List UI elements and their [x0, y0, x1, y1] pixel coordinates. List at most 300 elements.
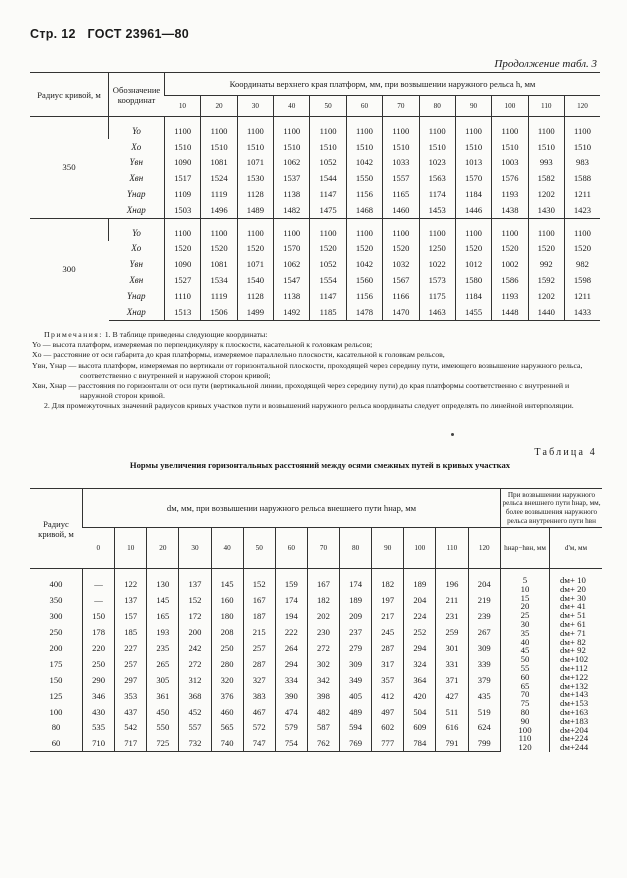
- t4-value-cell: 189: [404, 569, 436, 593]
- t3-value-cell: 1520: [564, 241, 600, 257]
- t3-value-cell: 1211: [564, 186, 600, 202]
- t3-value-cell: 1510: [201, 139, 237, 155]
- t4-value-cell: 799: [468, 735, 501, 752]
- t3-coordinate-label: Yo: [109, 117, 165, 139]
- t4-d-value: dм+122: [560, 671, 589, 682]
- t3-value-cell: 1174: [419, 186, 455, 202]
- t3-value-cell: 1598: [564, 272, 600, 288]
- t4-radius-cell: 300: [49, 611, 63, 622]
- t4-d-value: dм+244: [560, 742, 589, 753]
- t4-elevation-header: 100: [404, 528, 436, 569]
- t3-value-cell: 1156: [346, 288, 382, 304]
- t4-header-d: d'м, мм: [550, 528, 603, 569]
- t3-value-cell: 1100: [528, 218, 564, 240]
- t4-value-cell: 222: [275, 624, 307, 640]
- t3-value-cell: 1582: [528, 170, 564, 186]
- t4-d-value: dм+183: [560, 715, 589, 726]
- t4-value-cell: 302: [307, 656, 339, 672]
- t4-value-cell: 237: [340, 624, 372, 640]
- print-speck: [451, 433, 454, 436]
- t3-value-cell: 1520: [310, 241, 346, 257]
- t4-d-value: dм+ 92: [560, 645, 586, 656]
- t4-value-cell: 290: [83, 672, 115, 688]
- t3-elevation-header: 40: [274, 96, 310, 117]
- t4-value-cell: 579: [275, 720, 307, 736]
- t4-value-cell: 754: [275, 735, 307, 752]
- t3-value-cell: 1100: [492, 117, 528, 139]
- t4-elevation-header: 80: [340, 528, 372, 569]
- t4-value-cell: 182: [307, 592, 339, 608]
- t3-value-cell: 1527: [165, 272, 201, 288]
- t4-value-cell: 550: [147, 720, 179, 736]
- t4-value-cell: 165: [147, 608, 179, 624]
- t3-coordinate-label: Xo: [131, 141, 142, 152]
- t3-value-cell: 1557: [383, 170, 419, 186]
- t3-value-cell: 1100: [564, 117, 600, 139]
- t3-value-cell: 1119: [201, 186, 237, 202]
- t3-elevation-header: 30: [237, 96, 273, 117]
- t3-value-cell: 1128: [237, 288, 273, 304]
- t4-value-cell: 732: [179, 735, 211, 752]
- t4-value-cell: 379: [468, 672, 501, 688]
- t3-value-cell: 1100: [419, 117, 455, 139]
- t4-value-cell: 224: [404, 608, 436, 624]
- t4-value-cell: 167: [243, 592, 275, 608]
- t4-value-cell: 535: [83, 720, 115, 736]
- t4-d-value: dм+ 20: [560, 583, 586, 594]
- t3-value-cell: 1517: [165, 170, 201, 186]
- t4-radius-cell: 175: [49, 658, 63, 669]
- t3-value-cell: 1499: [237, 304, 273, 320]
- t4-header-group: dм, мм, при возвышении наружного рельса внешнего пути hнар, мм: [83, 489, 501, 528]
- t3-value-cell: 1147: [310, 288, 346, 304]
- t4-value-cell: 346: [83, 688, 115, 704]
- t4-value-cell: 280: [211, 656, 243, 672]
- t4-value-cell: 157: [115, 608, 147, 624]
- t4-value-cell: 178: [83, 624, 115, 640]
- t3-value-cell: 1567: [383, 272, 419, 288]
- t4-diff-value: 120: [518, 742, 532, 753]
- t3-value-cell: 1090: [165, 155, 201, 171]
- t4-value-cell: 474: [275, 704, 307, 720]
- t3-value-cell: 1175: [419, 288, 455, 304]
- t4-value-cell: —: [83, 592, 115, 608]
- t4-radius-cell: 400: [49, 579, 63, 590]
- t4-value-cell: 762: [307, 735, 339, 752]
- t4-value-cell: 202: [307, 608, 339, 624]
- t3-value-cell: 1100: [237, 218, 273, 240]
- t3-value-cell: 1100: [237, 117, 273, 139]
- t4-value-cell: 180: [211, 608, 243, 624]
- t4-value-cell: 376: [211, 688, 243, 704]
- t3-value-cell: 1510: [346, 139, 382, 155]
- t4-value-cell: 145: [147, 592, 179, 608]
- t4-value-cell: 791: [436, 735, 468, 752]
- t3-coordinate-label: Xнар: [126, 204, 146, 215]
- t4-value-cell: 150: [83, 608, 115, 624]
- t4-value-cell: 609: [404, 720, 436, 736]
- t3-value-cell: 1062: [274, 256, 310, 272]
- t4-d-value: dм+ 30: [560, 592, 586, 603]
- t3-value-cell: 1438: [492, 202, 528, 218]
- t4-value-cell: 342: [307, 672, 339, 688]
- t4-value-cell: 420: [404, 688, 436, 704]
- t4-d-value: dм+ 41: [560, 601, 586, 612]
- t3-value-cell: 1446: [455, 202, 491, 218]
- t3-coordinate-label: Yвн: [129, 259, 143, 270]
- t3-value-cell: 1184: [455, 186, 491, 202]
- t3-coordinate-label: Yвн: [129, 157, 143, 168]
- t3-value-cell: 1496: [201, 202, 237, 218]
- t4-value-cell: 182: [372, 569, 404, 593]
- t4-d-value: dм+153: [560, 698, 589, 709]
- t3-value-cell: 1463: [419, 304, 455, 320]
- t3-value-cell: 1100: [165, 218, 201, 240]
- t4-value-cell: 230: [307, 624, 339, 640]
- t3-value-cell: 1138: [274, 288, 310, 304]
- t4-diff-value: 80: [520, 706, 530, 717]
- t3-value-cell: 1588: [564, 170, 600, 186]
- notes: [30, 330, 602, 412]
- t4-diff-value: 75: [520, 698, 530, 709]
- t4-value-cell: 572: [243, 720, 275, 736]
- t4-value-cell: 209: [340, 608, 372, 624]
- t3-value-cell: 1544: [310, 170, 346, 186]
- t4-value-cell: 405: [340, 688, 372, 704]
- note-yo: Yo — высота платформ, измеряемая по перпендикуляру к плоскости, касательной к головкам рельсов;: [32, 340, 373, 350]
- t3-value-cell: 1478: [346, 304, 382, 320]
- t4-value-cell: 450: [147, 704, 179, 720]
- t4-value-cell: 371: [436, 672, 468, 688]
- t4-value-cell: 294: [404, 640, 436, 656]
- t3-value-cell: 1520: [383, 241, 419, 257]
- t4-value-cell: 383: [243, 688, 275, 704]
- t3-value-cell: 1560: [346, 272, 382, 288]
- t4-radius-cell: 150: [49, 674, 63, 685]
- t3-value-cell: 1448: [492, 304, 528, 320]
- t4-value-cell: 257: [243, 640, 275, 656]
- t3-value-cell: 1211: [564, 288, 600, 304]
- t3-value-cell: 1013: [455, 155, 491, 171]
- t4-radius-cell: 60: [30, 735, 83, 752]
- t3-value-cell: 1185: [310, 304, 346, 320]
- t4-value-cell: 542: [115, 720, 147, 736]
- t4-value-cell: 287: [372, 640, 404, 656]
- t3-value-cell: 1100: [201, 218, 237, 240]
- t3-value-cell: 1455: [455, 304, 491, 320]
- t4-value-cell: 717: [115, 735, 147, 752]
- t3-header-radius: Радиус кривой, м: [30, 73, 109, 117]
- t4-value-cell: 160: [211, 592, 243, 608]
- t4-value-cell: 197: [372, 592, 404, 608]
- t4-diff-value: 40: [520, 636, 530, 647]
- t3-value-cell: 1002: [492, 256, 528, 272]
- t4-value-cell: 250: [211, 640, 243, 656]
- t3-value-cell: 1492: [274, 304, 310, 320]
- t4-value-cell: 368: [179, 688, 211, 704]
- t4-value-cell: 320: [211, 672, 243, 688]
- t3-value-cell: 1062: [274, 155, 310, 171]
- t3-value-cell: 1023: [419, 155, 455, 171]
- t3-elevation-header: 100: [492, 96, 528, 117]
- t4-diff-value: 100: [518, 724, 532, 735]
- t4-value-cell: 353: [115, 688, 147, 704]
- t3-elevation-header: 80: [419, 96, 455, 117]
- t4-value-cell: 200: [179, 624, 211, 640]
- t3-value-cell: 1586: [492, 272, 528, 288]
- t4-header-extra: При возвышении наружного рельса внешнего пути hнар, мм, более возвышения наружного рельса внутреннего пути hвн: [501, 489, 603, 528]
- t3-value-cell: 1100: [201, 117, 237, 139]
- gost-number: ГОСТ 23961—80: [87, 27, 190, 41]
- t4-value-cell: 740: [211, 735, 243, 752]
- t3-value-cell: 1530: [237, 170, 273, 186]
- t3-value-cell: 1475: [310, 202, 346, 218]
- t4-value-cell: 239: [468, 608, 501, 624]
- t3-value-cell: 1042: [346, 256, 382, 272]
- t3-value-cell: 1193: [492, 186, 528, 202]
- t3-value-cell: 1453: [419, 202, 455, 218]
- t4-value-cell: 334: [275, 672, 307, 688]
- t4-value-cell: 174: [275, 592, 307, 608]
- t3-value-cell: 1524: [201, 170, 237, 186]
- t4-radius-cell: 100: [49, 706, 63, 717]
- t3-value-cell: 1110: [165, 288, 201, 304]
- t3-elevation-header: 70: [383, 96, 419, 117]
- t4-diff-value: 70: [520, 689, 530, 700]
- t3-value-cell: 1482: [274, 202, 310, 218]
- t3-elevation-header: 120: [564, 96, 600, 117]
- t3-value-cell: 1119: [201, 288, 237, 304]
- t3-value-cell: 1510: [165, 139, 201, 155]
- t4-elevation-header: 50: [243, 528, 275, 569]
- t4-value-cell: 189: [340, 592, 372, 608]
- t4-value-cell: 215: [243, 624, 275, 640]
- t4-value-cell: 204: [404, 592, 436, 608]
- t3-value-cell: 1470: [383, 304, 419, 320]
- t4-value-cell: 145: [211, 569, 243, 593]
- t4-elevation-header: 20: [147, 528, 179, 569]
- t3-value-cell: 1032: [383, 256, 419, 272]
- t4-value-cell: 398: [307, 688, 339, 704]
- t4-d-value: dм+ 71: [560, 627, 586, 638]
- t3-value-cell: 1503: [165, 202, 201, 218]
- t3-value-cell: 1100: [564, 218, 600, 240]
- t4-elevation-header: 70: [307, 528, 339, 569]
- t3-value-cell: 1202: [528, 186, 564, 202]
- t4-d-value: dм+132: [560, 680, 589, 691]
- t3-value-cell: 1510: [310, 139, 346, 155]
- t4-value-cell: 259: [436, 624, 468, 640]
- t3-value-cell: 1100: [310, 117, 346, 139]
- t4-elevation-header: 30: [179, 528, 211, 569]
- t4-value-cell: 301: [436, 640, 468, 656]
- t4-value-cell: 196: [436, 569, 468, 593]
- t3-coordinate-label: Xвн: [129, 173, 144, 184]
- t3-value-cell: 1184: [455, 288, 491, 304]
- t4-value-cell: 339: [468, 656, 501, 672]
- t4-value-cell: 172: [179, 608, 211, 624]
- table-row: [30, 170, 600, 186]
- t4-d-value: dм+224: [560, 733, 589, 744]
- t3-value-cell: 1100: [455, 218, 491, 240]
- t3-value-cell: 1090: [165, 256, 201, 272]
- note-y: Yвн, Yнар — высота платформ, измеряемая по вертикали от горизонтальной плоскости, проходящей через середину пути, имеющего возвышение наружного рельса, соответственно с внутренней и наружной сторон кривой;: [32, 360, 583, 380]
- t4-value-cell: 489: [340, 704, 372, 720]
- t3-value-cell: 1100: [165, 117, 201, 139]
- t4-value-cell: 187: [243, 608, 275, 624]
- t4-value-cell: 272: [307, 640, 339, 656]
- t3-value-cell: 1071: [237, 256, 273, 272]
- t3-value-cell: 1563: [419, 170, 455, 186]
- t4-value-cell: 747: [243, 735, 275, 752]
- table-row: [30, 272, 600, 288]
- t4-d-value: dм+ 51: [560, 610, 586, 621]
- table-4-label: Таблица 4: [534, 447, 597, 458]
- t4-elevation-header: 60: [275, 528, 307, 569]
- t4-radius-cell: 80: [51, 722, 61, 733]
- t4-d-value: dм+ 10: [560, 575, 586, 585]
- t4-diff-value: 110: [518, 733, 532, 744]
- t3-value-cell: 1100: [346, 117, 382, 139]
- t4-diff-value: 90: [520, 715, 530, 726]
- t4-header-diff: hнар−hвн, мм: [501, 528, 550, 569]
- t3-value-cell: 982: [564, 256, 600, 272]
- t4-elevation-header: 40: [211, 528, 243, 569]
- t3-value-cell: 1540: [237, 272, 273, 288]
- note-x: Xвн, Xнар — расстояния по горизонтали от оси пути (вертикальной линии, проходящей через середину пути) до края платформы соответственно с внутренней и наружной сторон кривой.: [32, 381, 570, 401]
- t4-elevation-header: 0: [83, 528, 115, 569]
- t4-value-cell: 357: [372, 672, 404, 688]
- t4-diff-value: 30: [520, 618, 530, 629]
- t3-value-cell: 1100: [274, 218, 310, 240]
- t3-coordinate-label: Yнар: [127, 290, 146, 301]
- t3-value-cell: 1510: [564, 139, 600, 155]
- t3-value-cell: 1513: [165, 304, 201, 320]
- t4-diff-value: 25: [520, 610, 530, 621]
- t4-value-cell: 242: [179, 640, 211, 656]
- t4-value-cell: 272: [179, 656, 211, 672]
- t4-diff-column: [501, 569, 550, 752]
- t3-coordinate-label: Yнар: [127, 189, 146, 200]
- t3-value-cell: 1100: [419, 218, 455, 240]
- t4-value-cell: 287: [243, 656, 275, 672]
- t4-d-value: dм+112: [560, 662, 588, 673]
- t3-value-cell: 1510: [492, 139, 528, 155]
- t4-d-value: dм+ 61: [560, 618, 586, 629]
- table-continuation-label: Продолжение табл. 3: [494, 58, 597, 70]
- t4-value-cell: 294: [275, 656, 307, 672]
- t4-value-cell: 211: [436, 592, 468, 608]
- t4-value-cell: 602: [372, 720, 404, 736]
- t3-value-cell: 1573: [419, 272, 455, 288]
- t3-value-cell: 992: [528, 256, 564, 272]
- t4-diff-value: 20: [520, 601, 530, 612]
- t3-value-cell: 1510: [528, 139, 564, 155]
- table-row: [30, 304, 600, 320]
- table-row: [30, 155, 600, 171]
- t3-elevation-header: 90: [455, 96, 491, 117]
- t3-value-cell: 1100: [274, 117, 310, 139]
- t3-value-cell: 1520: [528, 241, 564, 257]
- t4-value-cell: —: [83, 569, 115, 593]
- t4-value-cell: 587: [307, 720, 339, 736]
- t3-value-cell: 1100: [310, 218, 346, 240]
- t4-value-cell: 159: [275, 569, 307, 593]
- t3-value-cell: 1554: [310, 272, 346, 288]
- t3-value-cell: 1012: [455, 256, 491, 272]
- t4-value-cell: 594: [340, 720, 372, 736]
- t4-value-cell: 279: [340, 640, 372, 656]
- t4-value-cell: 257: [115, 656, 147, 672]
- t4-value-cell: 452: [179, 704, 211, 720]
- t3-coordinate-label: Xвн: [129, 275, 144, 286]
- t3-value-cell: 1550: [346, 170, 382, 186]
- t3-value-cell: 1580: [455, 272, 491, 288]
- t3-value-cell: 1166: [383, 288, 419, 304]
- t3-elevation-header: 50: [310, 96, 346, 117]
- t4-value-cell: 250: [83, 656, 115, 672]
- t4-value-cell: 511: [436, 704, 468, 720]
- t3-value-cell: 1520: [201, 241, 237, 257]
- t3-value-cell: 1033: [383, 155, 419, 171]
- table-3: [30, 72, 600, 321]
- t3-coordinate-label: Xнар: [109, 304, 165, 320]
- t3-value-cell: 1042: [346, 155, 382, 171]
- t3-value-cell: 1520: [165, 241, 201, 257]
- t3-value-cell: 1537: [274, 170, 310, 186]
- t3-header-designation: Обозначение координат: [109, 73, 165, 117]
- t4-value-cell: 557: [179, 720, 211, 736]
- table-row: [30, 186, 600, 202]
- t4-value-cell: 504: [404, 704, 436, 720]
- t3-value-cell: 1081: [201, 155, 237, 171]
- table-4-title: Нормы увеличения горизонтальных расстояний между осями смежных путей в кривых участках: [129, 460, 511, 470]
- t4-value-cell: 220: [83, 640, 115, 656]
- t4-value-cell: 219: [468, 592, 501, 608]
- t4-value-cell: 497: [372, 704, 404, 720]
- t4-value-cell: 427: [436, 688, 468, 704]
- table-row: [30, 139, 600, 155]
- t3-value-cell: 1534: [201, 272, 237, 288]
- t4-value-cell: 152: [243, 569, 275, 593]
- t4-header-radius: Радиус кривой, м: [30, 489, 83, 569]
- t3-value-cell: 1510: [383, 139, 419, 155]
- t4-value-cell: 245: [372, 624, 404, 640]
- t3-value-cell: 1592: [528, 272, 564, 288]
- t4-value-cell: 361: [147, 688, 179, 704]
- t4-value-cell: 130: [147, 569, 179, 593]
- t3-value-cell: 1570: [274, 241, 310, 257]
- t4-value-cell: 331: [436, 656, 468, 672]
- t4-value-cell: 204: [468, 569, 501, 593]
- t4-elevation-header: 110: [436, 528, 468, 569]
- t4-value-cell: 265: [147, 656, 179, 672]
- t4-value-cell: 227: [115, 640, 147, 656]
- t4-value-cell: 327: [243, 672, 275, 688]
- t3-value-cell: 1440: [528, 304, 564, 320]
- t3-value-cell: 1081: [201, 256, 237, 272]
- t4-elevation-header: 10: [115, 528, 147, 569]
- table-4: [30, 488, 602, 752]
- t3-value-cell: 1100: [492, 218, 528, 240]
- t3-value-cell: 1489: [237, 202, 273, 218]
- t4-value-cell: 349: [340, 672, 372, 688]
- t4-value-cell: 231: [436, 608, 468, 624]
- page-number: Стр. 12: [30, 27, 76, 41]
- t3-value-cell: 1460: [383, 202, 419, 218]
- t3-value-cell: 1506: [201, 304, 237, 320]
- t3-value-cell: 1003: [492, 155, 528, 171]
